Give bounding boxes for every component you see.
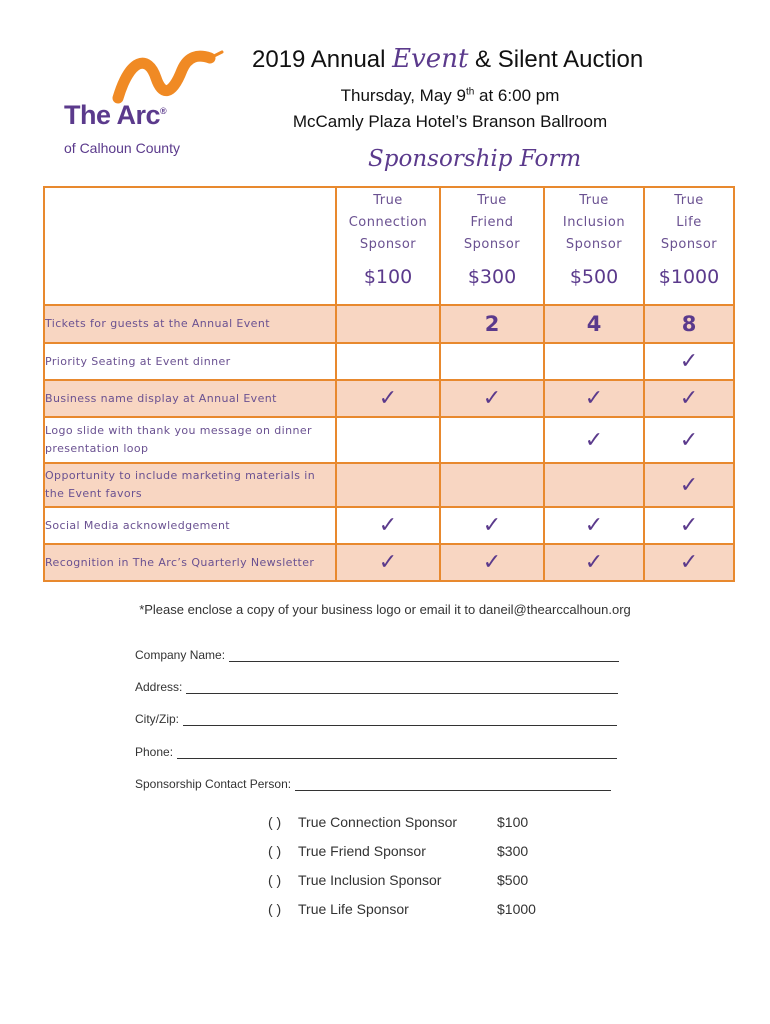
table-row xyxy=(44,380,734,417)
event-title: 2019 Annual Event & Silent Auction xyxy=(252,44,644,74)
checkmark-icon: ✓ xyxy=(644,507,734,544)
sponsorship-table xyxy=(43,186,735,582)
table-row xyxy=(44,305,734,343)
checkmark-icon: ✓ xyxy=(544,544,644,581)
option-amount: $500 xyxy=(497,872,529,888)
table-row xyxy=(44,463,734,507)
feature-cell: Opportunity to include marketing materials in the Event favors xyxy=(44,463,336,507)
checkmark-icon: ✓ xyxy=(544,507,644,544)
option-label: True Life Sponsor xyxy=(298,901,409,917)
empty-cell xyxy=(336,417,440,463)
level-price: $500 xyxy=(569,266,619,288)
contact-person-line[interactable] xyxy=(295,778,611,791)
table-row xyxy=(44,544,734,581)
level-price: $300 xyxy=(467,266,517,288)
logo-name: The Arc® xyxy=(64,100,167,130)
feature-cell: Business name display at Annual Event xyxy=(44,380,336,417)
empty-cell xyxy=(336,463,440,507)
checkmark-icon: ✓ xyxy=(336,544,440,581)
table-header-row xyxy=(44,187,734,305)
empty-cell xyxy=(336,343,440,380)
field-label: Sponsorship Contact Person: xyxy=(135,777,292,791)
level-name: True Inclusion Sponsor xyxy=(562,193,626,252)
logo-subtitle: of Calhoun County xyxy=(64,140,180,156)
company-name-line[interactable] xyxy=(229,649,619,662)
level-name: True Life Sponsor xyxy=(660,193,718,252)
arc-swoosh-icon xyxy=(110,48,230,108)
option-life[interactable] xyxy=(268,901,536,917)
checkmark-icon: ✓ xyxy=(440,507,544,544)
event-venue: McCamly Plaza Hotel’s Branson Ballroom xyxy=(292,112,608,131)
option-label: True Inclusion Sponsor xyxy=(298,872,442,888)
arc-logo xyxy=(64,48,234,160)
checkmark-icon: ✓ xyxy=(644,544,734,581)
checkmark-icon: ✓ xyxy=(440,380,544,417)
empty-cell xyxy=(440,417,544,463)
feature-cell: Tickets for guests at the Annual Event xyxy=(44,305,336,343)
option-friend[interactable] xyxy=(268,843,529,859)
level-price: $1000 xyxy=(658,266,720,288)
level-header xyxy=(544,187,644,305)
table-row xyxy=(44,343,734,380)
phone-field[interactable] xyxy=(135,745,617,759)
empty-cell xyxy=(336,305,440,343)
option-amount: $100 xyxy=(497,814,529,830)
form-title: Sponsorship Form xyxy=(368,146,582,172)
field-label: City/Zip: xyxy=(135,712,180,726)
field-label: Company Name: xyxy=(135,648,226,662)
address-field[interactable] xyxy=(135,680,618,694)
option-label: True Connection Sponsor xyxy=(298,814,458,830)
city-zip-field[interactable] xyxy=(135,712,617,726)
empty-cell xyxy=(440,343,544,380)
ticket-count: 2 xyxy=(440,305,544,343)
checkmark-icon: ✓ xyxy=(544,380,644,417)
level-header xyxy=(440,187,544,305)
level-header xyxy=(644,187,734,305)
option-amount: $300 xyxy=(497,843,529,859)
checkmark-icon: ✓ xyxy=(440,544,544,581)
empty-cell xyxy=(544,463,644,507)
option-checkbox[interactable]: ( ) xyxy=(268,843,282,859)
option-amount: $1000 xyxy=(497,901,536,917)
company-name-field[interactable] xyxy=(135,648,619,662)
feature-cell: Logo slide with thank you message on dinner presentation loop xyxy=(44,417,336,463)
empty-cell xyxy=(544,343,644,380)
phone-line[interactable] xyxy=(177,746,617,759)
feature-cell: Social Media acknowledgement xyxy=(44,507,336,544)
option-checkbox[interactable]: ( ) xyxy=(268,814,282,830)
checkmark-icon: ✓ xyxy=(544,417,644,463)
ticket-count: 4 xyxy=(544,305,644,343)
event-date: Thursday, May 9th at 6:00 pm xyxy=(340,86,560,105)
option-connection[interactable] xyxy=(268,814,529,830)
level-name: True Friend Sponsor xyxy=(463,193,521,252)
table-row xyxy=(44,417,734,463)
logo-note: *Please enclose a copy of your business logo or email it to daneil@thearccalhoun.org xyxy=(139,602,631,617)
checkmark-icon: ✓ xyxy=(644,463,734,507)
level-name: True Connection Sponsor xyxy=(348,193,428,252)
option-label: True Friend Sponsor xyxy=(298,843,426,859)
feature-cell: Priority Seating at Event dinner xyxy=(44,343,336,380)
header-blank-cell xyxy=(44,187,336,305)
level-header xyxy=(336,187,440,305)
option-checkbox[interactable]: ( ) xyxy=(268,872,282,888)
checkmark-icon: ✓ xyxy=(644,343,734,380)
ticket-count: 8 xyxy=(644,305,734,343)
checkmark-icon: ✓ xyxy=(336,507,440,544)
field-label: Address: xyxy=(135,680,183,694)
checkmark-icon: ✓ xyxy=(336,380,440,417)
checkmark-icon: ✓ xyxy=(644,417,734,463)
contact-person-field[interactable] xyxy=(135,777,611,791)
address-line[interactable] xyxy=(186,681,618,694)
empty-cell xyxy=(440,463,544,507)
feature-cell: Recognition in The Arc’s Quarterly Newsletter xyxy=(44,544,336,581)
option-checkbox[interactable]: ( ) xyxy=(268,901,282,917)
option-inclusion[interactable] xyxy=(268,872,529,888)
checkmark-icon: ✓ xyxy=(644,380,734,417)
level-price: $100 xyxy=(363,266,413,288)
city-zip-line[interactable] xyxy=(183,713,617,726)
table-row xyxy=(44,507,734,544)
field-label: Phone: xyxy=(135,745,174,759)
